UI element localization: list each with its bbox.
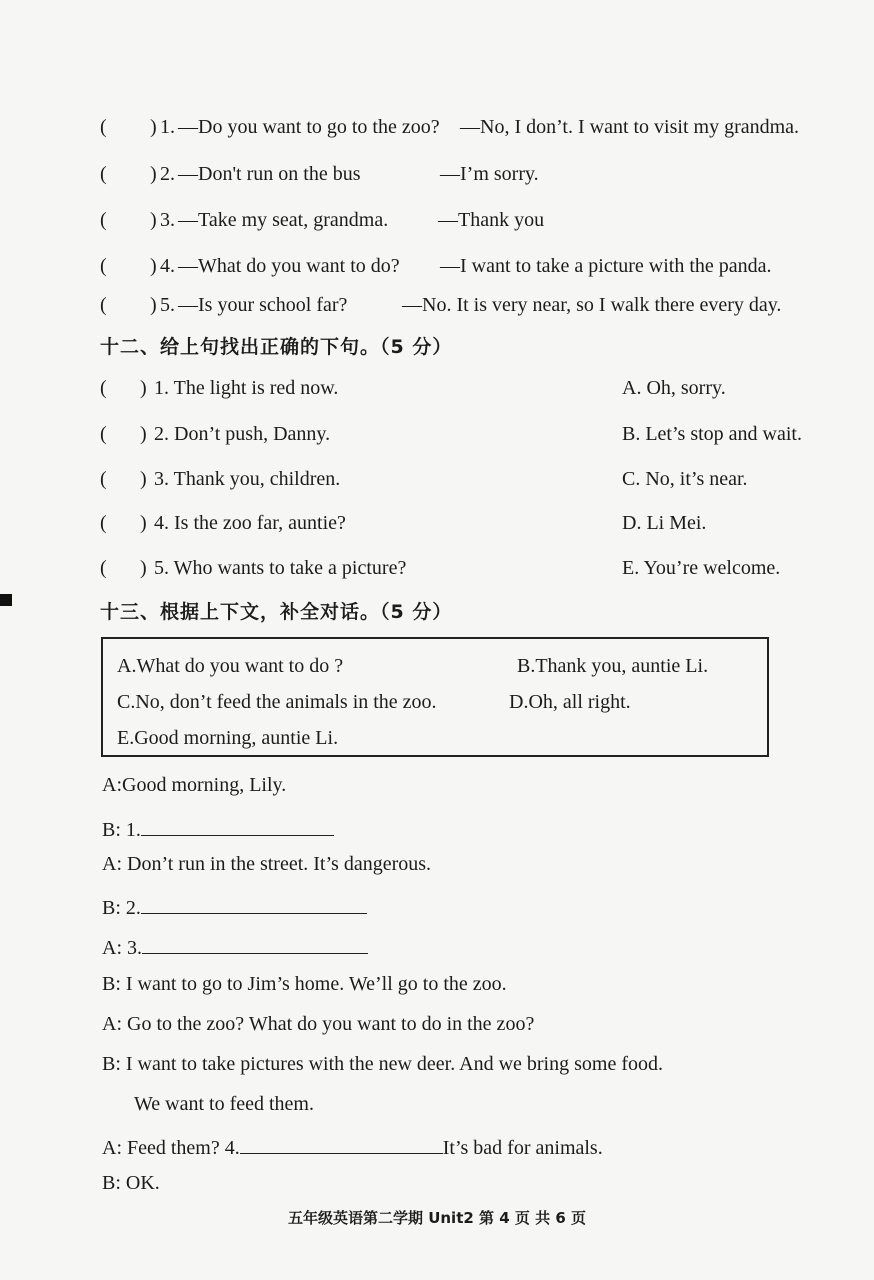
item-number: 4. [160, 255, 175, 277]
answer-paren-open: ( [100, 163, 107, 185]
dialogue-label: A: 3. [102, 937, 142, 959]
answer-paren-close: ) [150, 255, 157, 277]
answer-option: D. Li Mei. [622, 512, 707, 534]
options-box [101, 637, 769, 757]
option-b: B.Thank you, auntie Li. [517, 655, 709, 677]
answer-option: C. No, it’s near. [622, 468, 748, 490]
answer-option: E. You’re welcome. [622, 557, 781, 579]
question-text: 2. Don’t push, Danny. [154, 423, 331, 445]
dialogue-line: A: Don’t run in the street. It’s dangerous. [102, 853, 432, 875]
answer-text: —I want to take a picture with the panda. [440, 255, 772, 277]
answer-text: —No. It is very near, so I walk there every day. [402, 294, 782, 316]
answer-paren-open: ( [100, 294, 107, 316]
question-text: —Do you want to go to the zoo? [178, 116, 440, 138]
page-footer: 五年级英语第二学期 Unit2 第 4 页 共 6 页 [287, 1209, 587, 1227]
dialogue-line: We want to feed them. [134, 1093, 314, 1115]
dialogue-line-blank-3 [102, 933, 368, 960]
answer-paren-close: ) [150, 116, 157, 138]
answer-paren-close: ) [140, 512, 147, 534]
dialogue-line-blank-1 [102, 815, 334, 842]
s11-item-1 [100, 112, 834, 142]
answer-text: —Thank you [438, 209, 545, 231]
s11-item-5 [100, 290, 834, 320]
answer-paren-close: ) [140, 423, 147, 445]
answer-paren-close: ) [150, 163, 157, 185]
question-text: —Take my seat, grandma. [178, 209, 389, 231]
answer-paren-open: ( [100, 377, 107, 399]
dialogue-line: B: I want to take pictures with the new deer. And we bring some food. [102, 1053, 663, 1075]
s12-item-2 [100, 419, 834, 449]
dialogue-line-blank-2 [102, 893, 367, 920]
answer-blank-3[interactable] [142, 933, 368, 954]
answer-paren-open: ( [100, 209, 107, 231]
dialogue-label: A: Feed them? 4. [102, 1137, 240, 1159]
answer-paren-close: ) [150, 209, 157, 231]
dialogue-line-blank-4 [102, 1133, 603, 1160]
answer-blank-4[interactable] [240, 1133, 443, 1154]
option-d: D.Oh, all right. [509, 691, 631, 713]
s12-item-4 [100, 508, 834, 538]
answer-paren-open: ( [100, 423, 107, 445]
s12-item-1 [100, 373, 834, 403]
dialogue-line: A:Good morning, Lily. [102, 774, 287, 796]
item-number: 2. [160, 163, 175, 185]
question-text: —What do you want to do? [178, 255, 400, 277]
question-text: 5. Who wants to take a picture? [154, 557, 407, 579]
answer-paren-open: ( [100, 468, 107, 490]
binding-mark [0, 594, 12, 606]
answer-paren-open: ( [100, 512, 107, 534]
dialogue-text: It’s bad for animals. [442, 1137, 603, 1159]
section-13-title: 十三、根据上下文，补全对话。（5 分） [100, 601, 453, 623]
answer-option: A. Oh, sorry. [622, 377, 726, 399]
question-text: 1. The light is red now. [154, 377, 339, 399]
answer-blank-1[interactable] [141, 815, 334, 836]
dialogue-line: B: OK. [102, 1172, 160, 1194]
question-text: 3. Thank you, children. [154, 468, 341, 490]
s11-item-3 [100, 205, 834, 235]
answer-text: —No, I don’t. I want to visit my grandma. [460, 116, 800, 138]
dialogue-label: B: 2. [102, 897, 141, 919]
answer-blank-2[interactable] [141, 893, 367, 914]
s11-item-4 [100, 251, 834, 281]
dialogue-label: B: 1. [102, 819, 141, 841]
answer-option: B. Let’s stop and wait. [622, 423, 802, 445]
option-a: A.What do you want to do ? [117, 655, 344, 677]
item-number: 5. [160, 294, 175, 316]
answer-paren-close: ) [140, 557, 147, 579]
s12-item-5 [100, 553, 834, 583]
dialogue-line: B: I want to go to Jim’s home. We’ll go to the zoo. [102, 973, 507, 995]
answer-paren-open: ( [100, 557, 107, 579]
s12-item-3 [100, 464, 834, 494]
s11-item-2 [100, 159, 834, 189]
answer-text: —I’m sorry. [440, 163, 539, 185]
answer-paren-close: ) [140, 468, 147, 490]
answer-paren-open: ( [100, 116, 107, 138]
option-e: E.Good morning, auntie Li. [117, 727, 339, 749]
question-text: 4. Is the zoo far, auntie? [154, 512, 346, 534]
dialogue-line: A: Go to the zoo? What do you want to do in the zoo? [102, 1013, 535, 1035]
section-12-title: 十二、给上句找出正确的下句。（5 分） [100, 336, 453, 358]
answer-paren-open: ( [100, 255, 107, 277]
question-text: —Don't run on the bus [178, 163, 361, 185]
option-c: C.No, don’t feed the animals in the zoo. [117, 691, 437, 713]
item-number: 1. [160, 116, 175, 138]
answer-paren-close: ) [140, 377, 147, 399]
answer-paren-close: ) [150, 294, 157, 316]
question-text: —Is your school far? [178, 294, 348, 316]
item-number: 3. [160, 209, 175, 231]
